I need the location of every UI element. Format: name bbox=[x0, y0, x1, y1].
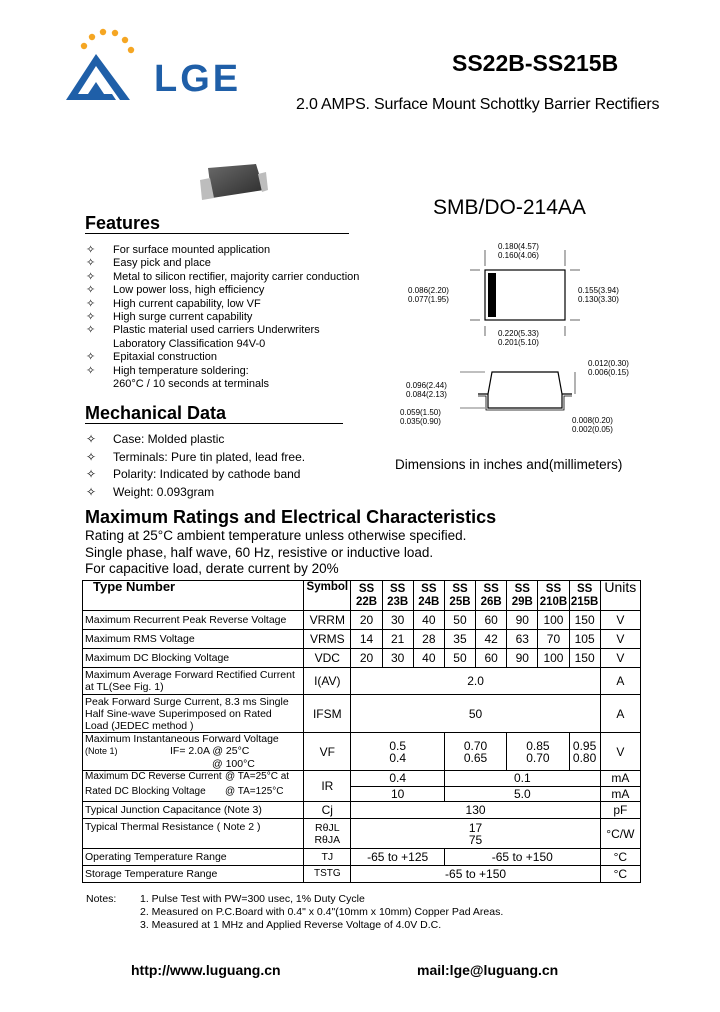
header-symbol: Symbol bbox=[304, 581, 351, 611]
value-cell: 5.0 bbox=[444, 786, 600, 802]
param-symbol: TSTG bbox=[304, 866, 351, 883]
value-cell: 0.85 0.70 bbox=[507, 733, 569, 771]
value-cell: 20 bbox=[351, 611, 382, 630]
notes bbox=[86, 893, 504, 932]
param-symbol: VDC bbox=[304, 649, 351, 668]
dim-bottom-width: 0.220(5.33) bbox=[498, 329, 539, 338]
unit-cell: V bbox=[600, 649, 640, 668]
dim-lead-thickness: 0.012(0.30) bbox=[588, 359, 629, 368]
param-label: Maximum Instantaneous Forward Voltage (Note 1) IF= 2.0A @ 25°C @ 100°C bbox=[83, 733, 304, 771]
param-symbol: VRRM bbox=[304, 611, 351, 630]
dim-standoff-min: 0.002(0.05) bbox=[572, 425, 613, 434]
list-item: ✧ Terminals: Pure tin plated, lead free. bbox=[86, 449, 386, 467]
list-item: ✧ Low power loss, high efficiency bbox=[86, 284, 265, 297]
param-symbol: VF bbox=[304, 733, 351, 771]
features-list bbox=[86, 244, 386, 391]
value-cell: 90 bbox=[507, 611, 538, 630]
param-symbol: VRMS bbox=[304, 630, 351, 649]
value-cell: 50 bbox=[444, 611, 475, 630]
param-symbol: IFSM bbox=[304, 695, 351, 733]
header-part: SS 22B bbox=[351, 581, 382, 611]
dim-bottom-width-min: 0.201(5.10) bbox=[498, 338, 539, 347]
dim-top-width: 0.180(4.57) bbox=[498, 242, 539, 251]
table-row bbox=[83, 695, 641, 733]
param-symbol: RθJL RθJA bbox=[304, 819, 351, 849]
value-cell: 60 bbox=[476, 611, 507, 630]
value-cell: 63 bbox=[507, 630, 538, 649]
notes-label: Notes: bbox=[86, 893, 117, 905]
unit-cell: V bbox=[600, 630, 640, 649]
unit-cell: mA bbox=[600, 786, 640, 802]
table-row bbox=[83, 849, 641, 866]
value-cell: -65 to +150 bbox=[444, 849, 600, 866]
param-label: Maximum RMS Voltage bbox=[83, 630, 304, 649]
features-underline bbox=[85, 233, 349, 234]
value-cell: 10 bbox=[351, 786, 444, 802]
unit-cell: V bbox=[600, 733, 640, 771]
bullet-star-icon: ✧ bbox=[86, 484, 97, 499]
header-type: Type Number bbox=[83, 581, 304, 611]
bullet-star-icon: ✧ bbox=[86, 270, 96, 283]
header-part: SS 26B bbox=[476, 581, 507, 611]
part-number: SS22B-SS215B bbox=[452, 50, 619, 76]
value-cell: 2.0 bbox=[351, 668, 600, 695]
company-logo bbox=[62, 28, 262, 108]
value-cell: 0.5 0.4 bbox=[351, 733, 444, 771]
param-label: Maximum Recurrent Peak Reverse Voltage bbox=[83, 611, 304, 630]
bullet-star-icon: ✧ bbox=[86, 257, 96, 270]
list-item: ✧ Polarity: Indicated by cathode band bbox=[86, 466, 386, 484]
dim-standoff: 0.008(0.20) bbox=[572, 416, 613, 425]
value-cell: 28 bbox=[413, 630, 444, 649]
dim-height: 0.096(2.44) bbox=[406, 381, 447, 390]
param-label: Typical Junction Capacitance (Note 3) bbox=[83, 802, 304, 819]
header-part: SS 25B bbox=[444, 581, 475, 611]
param-label: Storage Temperature Range bbox=[83, 866, 304, 883]
email-link[interactable]: mail:lge@luguang.cn bbox=[417, 962, 559, 978]
mechanical-underline bbox=[85, 423, 343, 424]
header-part: SS 24B bbox=[413, 581, 444, 611]
list-item: ✧ High temperature soldering: bbox=[86, 364, 249, 377]
condition-line: For capacitive load, derate current by 20% bbox=[85, 561, 339, 576]
list-item: ✧ Easy pick and place bbox=[86, 257, 211, 270]
table-row bbox=[83, 771, 641, 787]
dim-lead-thickness-min: 0.006(0.15) bbox=[588, 368, 629, 377]
value-cell: -65 to +150 bbox=[351, 866, 600, 883]
list-item: ✧ Metal to silicon rectifier, majority carrier conduction bbox=[86, 270, 360, 283]
header-part: SS 23B bbox=[382, 581, 413, 611]
list-item: ✧ Case: Molded plastic bbox=[86, 431, 386, 449]
list-item: ✧ Plastic material used carriers Underwriters bbox=[86, 324, 320, 337]
unit-cell: A bbox=[600, 695, 640, 733]
value-cell: 0.1 bbox=[444, 771, 600, 787]
value-cell: 150 bbox=[569, 649, 600, 668]
bullet-star-icon: ✧ bbox=[86, 467, 97, 482]
value-cell: 0.95 0.80 bbox=[569, 733, 600, 771]
value-cell: 30 bbox=[382, 649, 413, 668]
unit-cell: A bbox=[600, 668, 640, 695]
table-row bbox=[83, 649, 641, 668]
condition-line: Rating at 25°C ambient temperature unless otherwise specified. bbox=[85, 528, 467, 543]
unit-cell: pF bbox=[600, 802, 640, 819]
value-cell: 105 bbox=[569, 630, 600, 649]
value-cell: 100 bbox=[538, 611, 569, 630]
list-item: ✧ Weight: 0.093gram bbox=[86, 484, 386, 502]
param-symbol: Cj bbox=[304, 802, 351, 819]
dim-right-height: 0.155(3.94) bbox=[578, 286, 619, 295]
dim-foot: 0.059(1.50) bbox=[400, 408, 441, 417]
note-item: 3. Measured at 1 MHz and Applied Reverse Voltage of 4.0V D.C. bbox=[140, 919, 442, 931]
package-name: SMB/DO-214AA bbox=[433, 196, 586, 219]
list-item: 260°C / 10 seconds at terminals bbox=[113, 378, 270, 391]
bullet-star-icon: ✧ bbox=[86, 311, 96, 324]
param-label: Maximum Average Forward Rectified Current at TL(See Fig. 1) bbox=[83, 668, 304, 695]
bullet-star-icon: ✧ bbox=[86, 364, 96, 377]
dim-right-height-min: 0.130(3.30) bbox=[578, 295, 619, 304]
unit-cell: V bbox=[600, 611, 640, 630]
value-cell: 40 bbox=[413, 649, 444, 668]
list-item: ✧ High surge current capability bbox=[86, 311, 253, 324]
header-units: Units bbox=[600, 581, 640, 611]
value-cell: 30 bbox=[382, 611, 413, 630]
dim-height-min: 0.084(2.13) bbox=[406, 390, 447, 399]
dim-left-height-min: 0.077(1.95) bbox=[408, 295, 449, 304]
param-label: Peak Forward Surge Current, 8.3 ms Single Half Sine-wave Superimposed on Rated Load (JEDEC method ) bbox=[83, 695, 304, 733]
dim-foot-min: 0.035(0.90) bbox=[400, 417, 441, 426]
dim-left-height: 0.086(2.20) bbox=[408, 286, 449, 295]
value-cell: 50 bbox=[351, 695, 600, 733]
value-cell: 100 bbox=[538, 649, 569, 668]
dimension-drawing bbox=[400, 236, 650, 436]
table-row bbox=[83, 802, 641, 819]
value-cell: 60 bbox=[476, 649, 507, 668]
param-symbol: IR bbox=[304, 771, 351, 802]
value-cell: 0.4 bbox=[351, 771, 444, 787]
bullet-star-icon: ✧ bbox=[86, 324, 96, 337]
param-label: Maximum DC Reverse Current @ TA=25°C at Rated DC Blocking Voltage @ TA=125°C bbox=[83, 771, 304, 802]
header-part: SS 29B bbox=[507, 581, 538, 611]
value-cell: 0.70 0.65 bbox=[444, 733, 506, 771]
header-part: SS 215B bbox=[569, 581, 600, 611]
value-cell: 20 bbox=[351, 649, 382, 668]
table-row bbox=[83, 819, 641, 849]
value-cell: -65 to +125 bbox=[351, 849, 444, 866]
unit-cell: °C bbox=[600, 866, 640, 883]
list-item: ✧ Epitaxial construction bbox=[86, 351, 217, 364]
value-cell: 90 bbox=[507, 649, 538, 668]
value-cell: 35 bbox=[444, 630, 475, 649]
ratings-table bbox=[82, 580, 641, 883]
param-label: Operating Temperature Range bbox=[83, 849, 304, 866]
value-cell: 150 bbox=[569, 611, 600, 630]
bullet-star-icon: ✧ bbox=[86, 284, 96, 297]
dim-top-width-min: 0.160(4.06) bbox=[498, 251, 539, 260]
bullet-star-icon: ✧ bbox=[86, 297, 96, 310]
value-cell: 42 bbox=[476, 630, 507, 649]
website-link[interactable]: http://www.luguang.cn bbox=[131, 962, 281, 978]
table-row bbox=[83, 733, 641, 771]
unit-cell: °C bbox=[600, 849, 640, 866]
mechanical-list bbox=[86, 431, 386, 501]
note-item: 1. Pulse Test with PW=300 usec, 1% Duty Cycle bbox=[140, 893, 365, 905]
value-cell: 17 75 bbox=[351, 819, 600, 849]
unit-cell: °C/W bbox=[600, 819, 640, 849]
param-symbol: I(AV) bbox=[304, 668, 351, 695]
value-cell: 50 bbox=[444, 649, 475, 668]
ratings-heading: Maximum Ratings and Electrical Characteristics bbox=[85, 507, 497, 527]
bullet-star-icon: ✧ bbox=[86, 432, 97, 446]
param-label: Typical Thermal Resistance ( Note 2 ) bbox=[83, 819, 304, 849]
param-symbol: TJ bbox=[304, 849, 351, 866]
table-row bbox=[83, 630, 641, 649]
features-heading: Features bbox=[85, 213, 161, 233]
value-cell: 14 bbox=[351, 630, 382, 649]
table-row bbox=[83, 866, 641, 883]
dimension-caption: Dimensions in inches and(millimeters) bbox=[395, 457, 623, 472]
bullet-star-icon: ✧ bbox=[86, 351, 96, 364]
note-item: 2. Measured on P.C.Board with 0.4" x 0.4"(10mm x 10mm) Copper Pad Areas. bbox=[140, 906, 504, 918]
value-cell: 21 bbox=[382, 630, 413, 649]
bullet-star-icon: ✧ bbox=[86, 449, 97, 464]
brand-name: LGE bbox=[154, 58, 242, 100]
mechanical-heading: Mechanical Data bbox=[85, 403, 227, 423]
product-subtitle: 2.0 AMPS. Surface Mount Schottky Barrier Rectifiers bbox=[296, 96, 660, 113]
value-cell: 130 bbox=[351, 802, 600, 819]
table-row bbox=[83, 611, 641, 630]
value-cell: 40 bbox=[413, 611, 444, 630]
value-cell: 70 bbox=[538, 630, 569, 649]
unit-cell: mA bbox=[600, 771, 640, 787]
param-label: Maximum DC Blocking Voltage bbox=[83, 649, 304, 668]
bullet-star-icon: ✧ bbox=[86, 244, 96, 256]
package-photo bbox=[198, 160, 268, 206]
table-row bbox=[83, 668, 641, 695]
list-item: Laboratory Classification 94V-0 bbox=[113, 337, 266, 350]
list-item: ✧ High current capability, low VF bbox=[86, 297, 261, 310]
list-item: ✧ For surface mounted application bbox=[86, 244, 271, 256]
table-header-row bbox=[83, 581, 641, 611]
header-part: SS 210B bbox=[538, 581, 569, 611]
condition-line: Single phase, half wave, 60 Hz, resistive or inductive load. bbox=[85, 545, 434, 560]
